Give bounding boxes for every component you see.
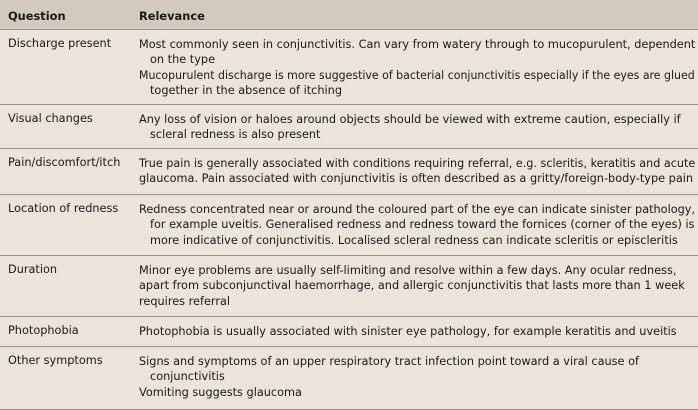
relevance-line: for example uveitis. Generalised redness and redness toward the fornices (corner of the eyes) is xyxy=(149,218,695,232)
question-cell: Duration xyxy=(8,263,58,276)
relevance-cell xyxy=(139,324,695,339)
relevance-cell xyxy=(139,37,695,99)
relevance-line: apart from subconjunctival haemorrhage, and allergic conjunctivitis that lasts more than 1 week xyxy=(139,279,685,293)
table-row xyxy=(0,194,698,256)
relevance-cell xyxy=(139,112,695,143)
table-row xyxy=(0,148,698,195)
relevance-line: on the type xyxy=(150,53,216,67)
table-row xyxy=(0,346,698,410)
relevance-cell xyxy=(139,263,695,309)
relevance-line: True pain is generally associated with conditions requiring referral, e.g. scleritis, keratitis and acute xyxy=(139,157,696,170)
relevance-line: Vomiting suggests glaucoma xyxy=(139,385,302,399)
question-cell: Pain/discomfort/itch xyxy=(8,156,121,169)
table-row xyxy=(0,104,698,149)
table-row xyxy=(0,316,698,347)
question-cell: Photophobia xyxy=(8,324,79,337)
relevance-line: Minor eye problems are usually self-limiting and resolve within a few days. Any ocular redness, xyxy=(139,264,677,277)
question-cell: Location of redness xyxy=(8,202,119,215)
question-cell: Visual changes xyxy=(8,112,93,125)
relevance-cell xyxy=(139,354,695,400)
table-row xyxy=(0,255,698,317)
relevance-line: conjunctivitis xyxy=(150,370,225,384)
relevance-cell xyxy=(139,202,695,248)
relevance-line: Redness concentrated near or around the coloured part of the eye can indicate sinister pathology, xyxy=(139,203,696,216)
table-header xyxy=(0,0,698,29)
column-header-question: Question xyxy=(8,9,66,23)
relevance-line: scleral redness is also present xyxy=(150,128,321,142)
relevance-line: more indicative of conjunctivitis. Localised scleral redness can indicate scleritis or episcleritis xyxy=(150,233,678,247)
relevance-line: Signs and symptoms of an upper respiratory tract infection point toward a viral cause of xyxy=(139,355,639,368)
relevance-line: Mucopurulent discharge is more suggestive of bacterial conjunctivitis especially if the eyes are glued xyxy=(139,68,695,82)
relevance-cell xyxy=(139,156,695,187)
table-row xyxy=(0,29,698,105)
relevance-line: Any loss of vision or haloes around objects should be viewed with extreme caution, especially if xyxy=(139,113,681,126)
column-header-relevance: Relevance xyxy=(139,9,205,23)
relevance-line: together in the absence of itching xyxy=(150,84,342,98)
question-cell: Other symptoms xyxy=(8,354,103,367)
relevance-line: glaucoma. Pain associated with conjunctivitis is often described as a gritty/foreign-body-type pain xyxy=(139,172,694,186)
question-cell: Discharge present xyxy=(8,37,112,50)
relevance-line: requires referral xyxy=(139,294,231,308)
relevance-line: Most commonly seen in conjunctivitis. Can vary from watery through to mucopurulent, dependent xyxy=(139,38,696,51)
relevance-line: Photophobia is usually associated with sinister eye pathology, for example keratitis and uveitis xyxy=(139,325,677,338)
